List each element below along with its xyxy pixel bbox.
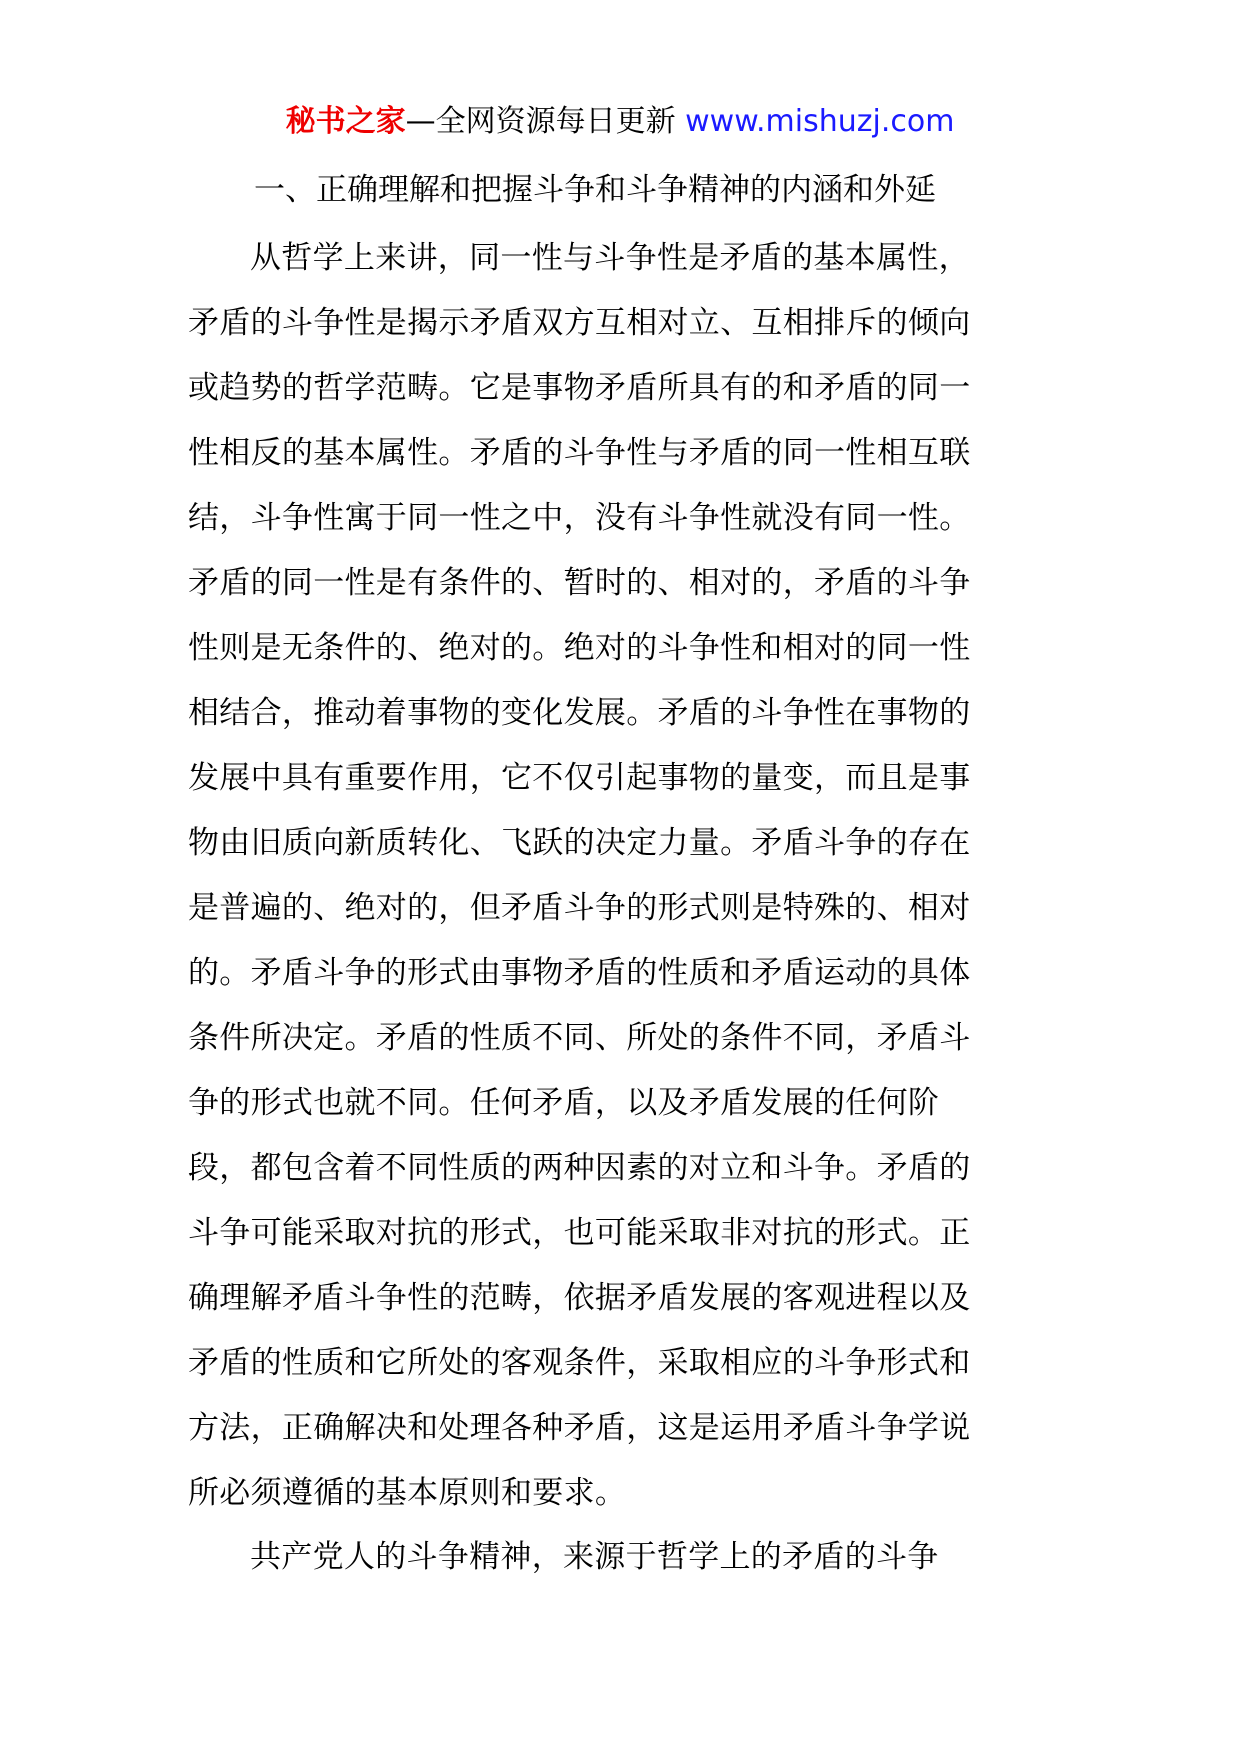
text-line: 相结合，推动着事物的变化发展。矛盾的斗争性在事物的: [188, 695, 971, 731]
text-line: 矛盾的同一性是有条件的、暂时的、相对的，矛盾的斗争: [188, 565, 971, 601]
text-line: 发展中具有重要作用，它不仅引起事物的量变，而且是事: [188, 760, 971, 796]
text-line: 结，斗争性寓于同一性之中，没有斗争性就没有同一性。: [188, 500, 971, 536]
section-heading: 一、正确理解和把握斗争和斗争精神的内涵和外延: [254, 172, 936, 208]
text-line: 矛盾的斗争性是揭示矛盾双方互相对立、互相排斥的倾向: [188, 305, 971, 341]
text-line: 物由旧质向新质转化、飞跃的决定力量。矛盾斗争的存在: [188, 825, 971, 861]
paragraph-2: [188, 1525, 1058, 1590]
text-line: 共产党人的斗争精神，来源于哲学上的矛盾的斗争: [250, 1539, 939, 1575]
site-header: [0, 100, 1240, 144]
text-line: 的。矛盾斗争的形式由事物矛盾的性质和矛盾运动的具体: [188, 955, 971, 991]
site-url-link[interactable]: www.mishuzj.com: [685, 104, 955, 139]
text-line: 条件所决定。矛盾的性质不同、所处的条件不同，矛盾斗: [188, 1020, 971, 1056]
text-line: 所必须遵循的基本原则和要求。: [188, 1475, 627, 1511]
text-line: 矛盾的性质和它所处的客观条件，采取相应的斗争形式和: [188, 1345, 971, 1381]
text-line: 确理解矛盾斗争性的范畴，依据矛盾发展的客观进程以及: [188, 1280, 971, 1316]
text-line: 是普遍的、绝对的，但矛盾斗争的形式则是特殊的、相对: [188, 890, 971, 926]
text-line: 从哲学上来讲，同一性与斗争性是矛盾的基本属性，: [250, 240, 970, 276]
text-line: 段，都包含着不同性质的两种因素的对立和斗争。矛盾的: [188, 1150, 971, 1186]
text-line: 斗争可能采取对抗的形式，也可能采取非对抗的形式。正: [188, 1215, 971, 1251]
text-line: 或趋势的哲学范畴。它是事物矛盾所具有的和矛盾的同一: [188, 370, 971, 406]
text-line: 争的形式也就不同。任何矛盾，以及矛盾发展的任何阶: [188, 1085, 940, 1121]
text-line: 方法，正确解决和处理各种矛盾，这是运用矛盾斗争学说: [188, 1410, 971, 1446]
text-line: 性则是无条件的、绝对的。绝对的斗争性和相对的同一性: [188, 630, 971, 666]
header-tagline: —全网资源每日更新: [405, 104, 676, 139]
text-line: 性相反的基本属性。矛盾的斗争性与矛盾的同一性相互联: [188, 435, 971, 471]
brand-name: 秘书之家: [285, 104, 406, 139]
paragraph-1: [188, 226, 1058, 1526]
